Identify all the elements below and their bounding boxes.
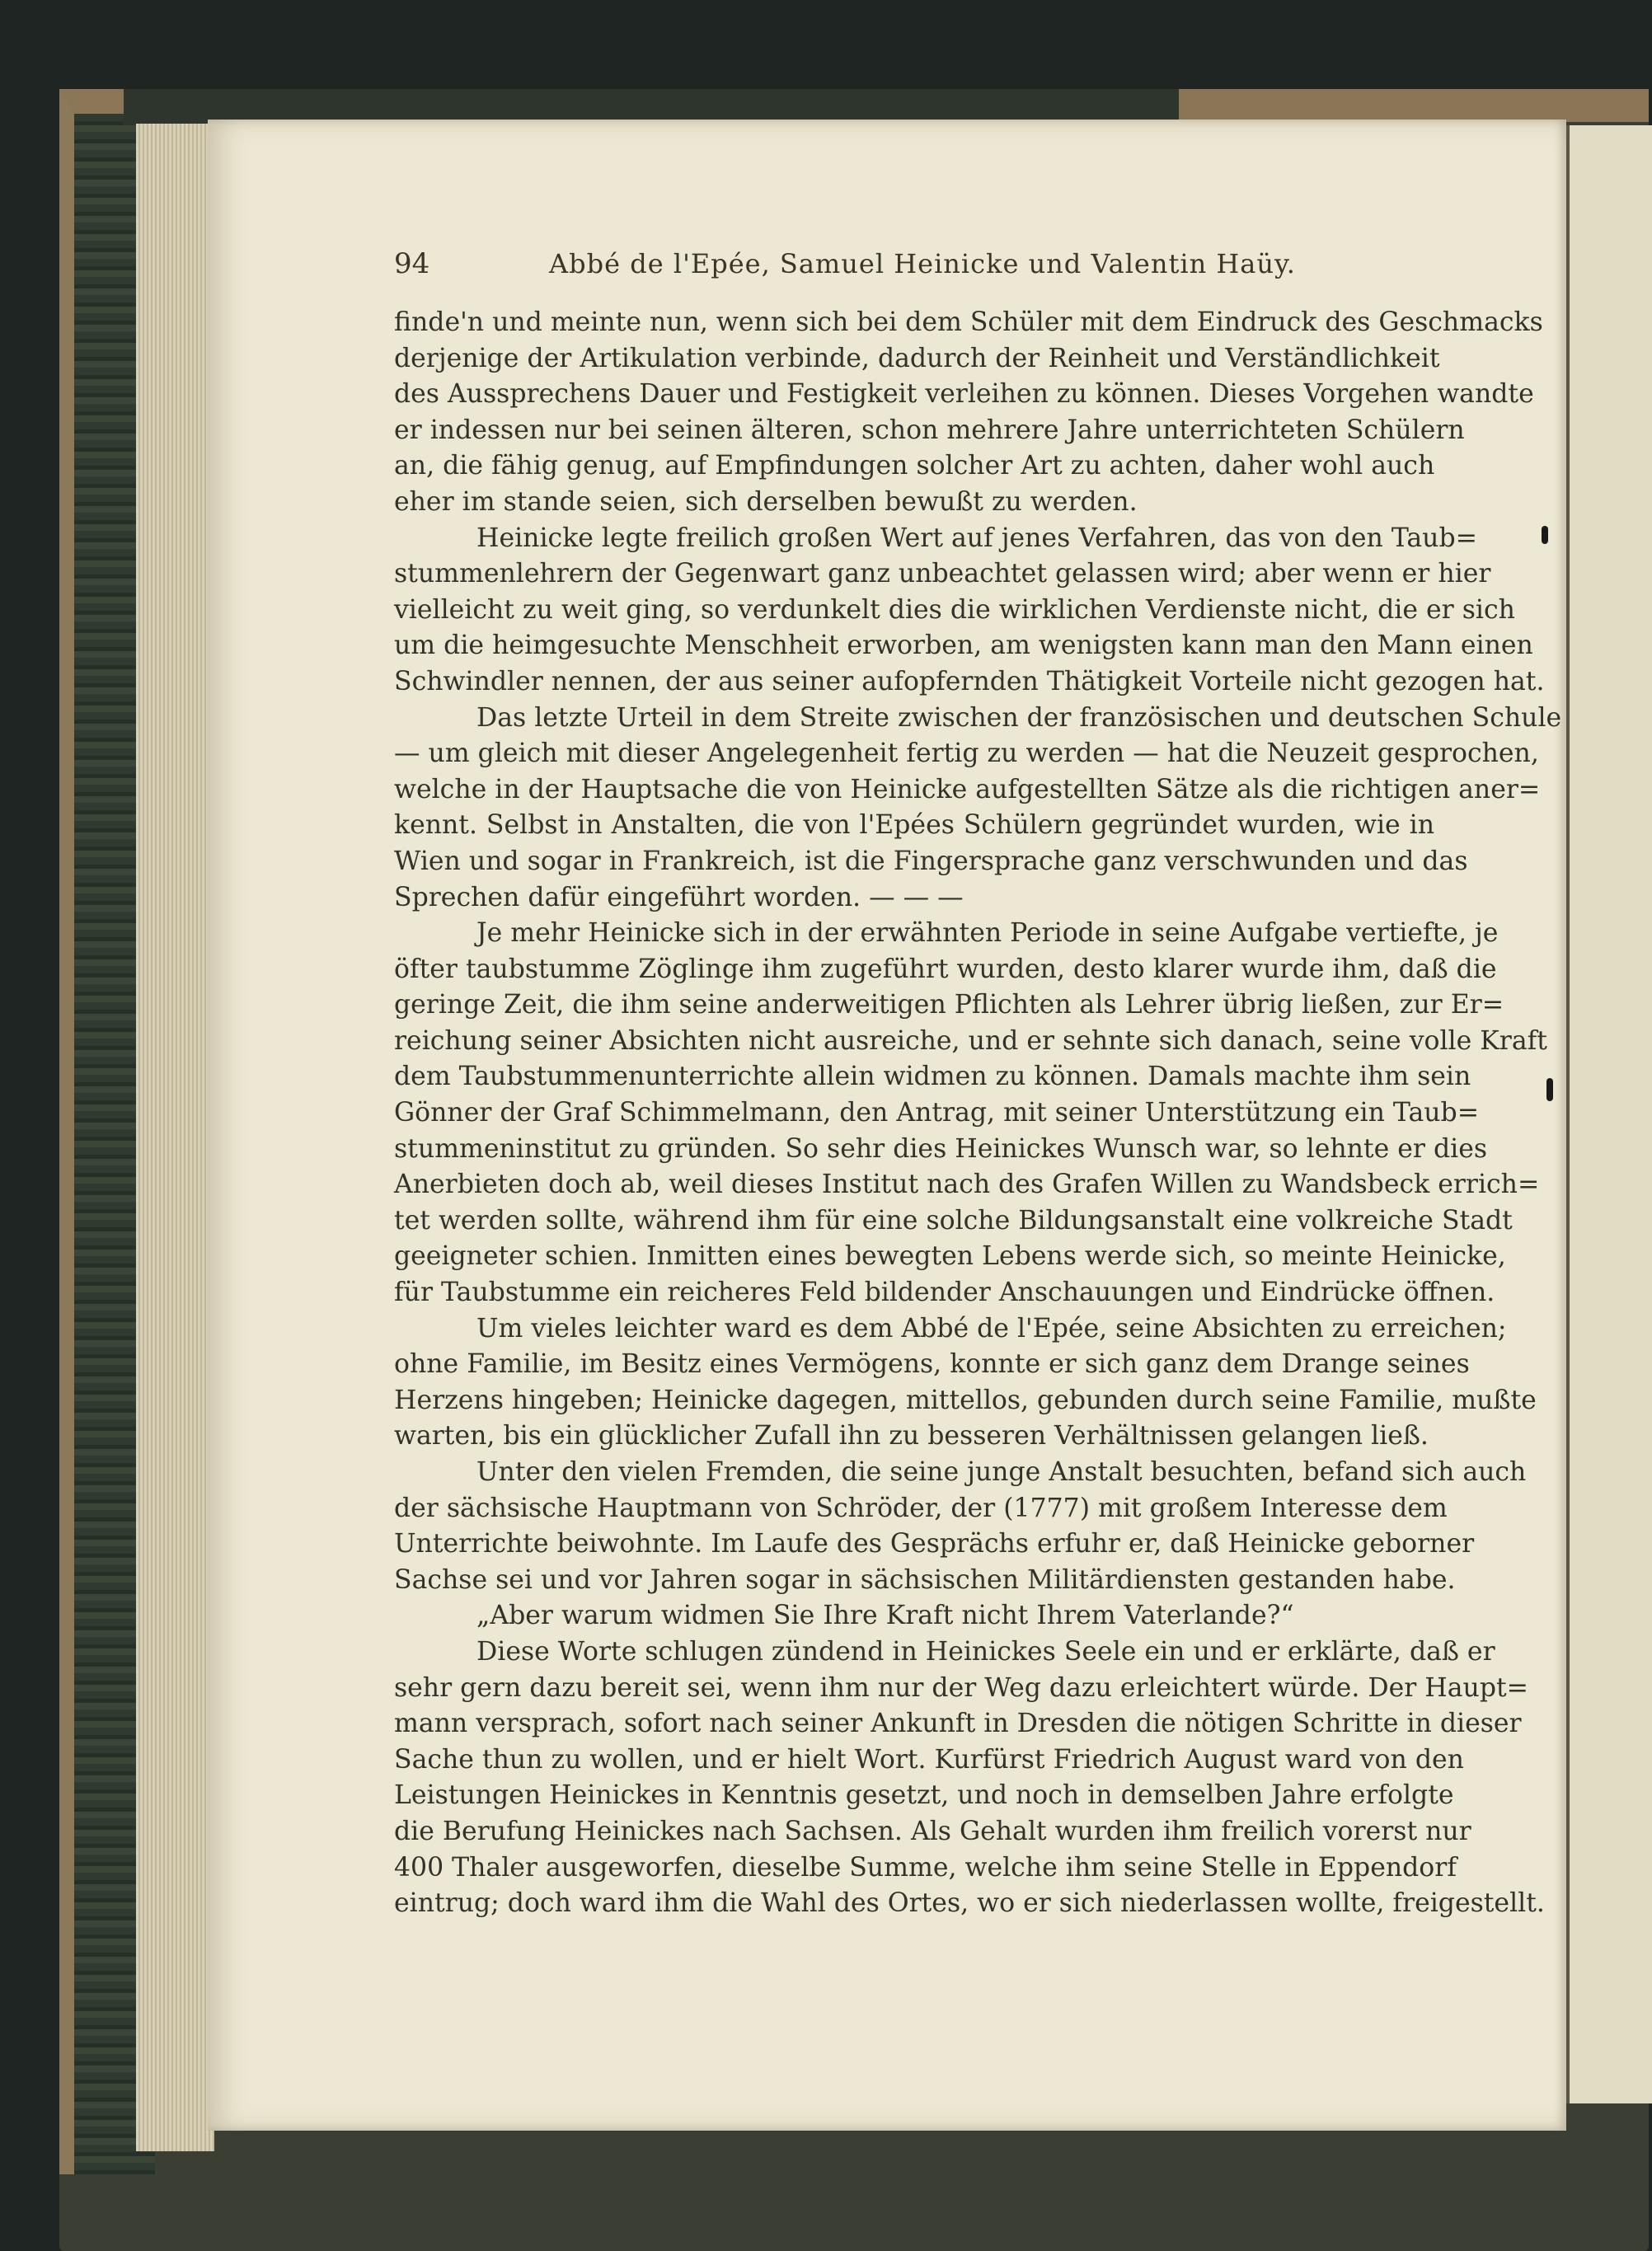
text-line: vielleicht zu weit ging, so verdunkelt dies die wirklichen Verdienste nicht, die er sich [394,594,1515,625]
text-line: an, die fähig genug, auf Empfindungen solcher Art zu achten, daher wohl auch [394,451,1435,481]
text-line: um die heimgesuchte Menschheit erworben, am wenigsten kann man den Mann einen [394,631,1533,661]
page-header [394,247,1434,288]
page-stack-edges [136,124,214,2151]
text-line: welche in der Hauptsache die von Heinicke aufgestellten Sätze als die richtigen aner= [394,774,1541,804]
text-line: Sache thun zu wollen, und er hielt Wort. Kurfürst Friedrich August ward von den [394,1744,1464,1775]
text-line: stummenlehrern der Gegenwart ganz unbeachtet gelassen wird; aber wenn er hier [394,559,1491,589]
text-line: Wien und sogar in Frankreich, ist die Fingersprache ganz verschwunden und das [394,846,1468,876]
text-line: Leistungen Heinickes in Kenntnis gesetzt, und noch in demselben Jahre erfolgte [394,1780,1454,1811]
text-line: Das letzte Urteil in dem Streite zwischen der französischen und deutschen Schule [476,702,1562,733]
text-line: reichung seiner Absichten nicht ausreiche, und er sehnte sich danach, seine volle Kraft [394,1025,1547,1056]
text-line: geeigneter schien. Inmitten eines bewegten Lebens werde sich, so meinte Heinicke, [394,1241,1506,1272]
text-line: für Taubstumme ein reicheres Feld bildender Anschauungen und Eindrücke öffnen. [394,1278,1495,1308]
cover-top-worn-edge [1179,89,1649,122]
text-line: des Aussprechens Dauer und Festigkeit verleihen zu können. Dieses Vorgehen wandte [394,379,1534,410]
page-number: 94 [394,247,430,280]
text-line: Heinicke legte freilich großen Wert auf jenes Verfahren, das von den Taub= [476,523,1478,553]
text-line: warten, bis ein glücklicher Zufall ihn zu besseren Verhältnissen gelangen ließ. [394,1421,1429,1451]
text-line: Je mehr Heinicke sich in der erwähnten Periode in seine Aufgabe vertiefte, je [476,918,1499,949]
text-line: kennt. Selbst in Anstalten, die von l'Epées Schülern gegründet wurden, wie in [394,810,1434,841]
text-line: geringe Zeit, die ihm seine anderweitigen Pflichten als Lehrer übrig ließen, zur Er= [394,990,1504,1020]
text-line: Sachse sei und vor Jahren sogar in sächsischen Militärdiensten gestanden habe. [394,1564,1456,1595]
text-line: mann versprach, sofort nach seiner Ankunft in Dresden die nötigen Schritte in dieser [394,1709,1522,1739]
text-line: — um gleich mit dieser Angelegenheit fertig zu werden — hat die Neuzeit gesprochen, [394,739,1539,769]
text-line: dem Taubstummenunterrichte allein widmen zu können. Damals machte ihm sein [394,1062,1471,1092]
text-line: öfter taubstumme Zöglinge ihm zugeführt wurden, desto klarer wurde ihm, daß die [394,954,1497,984]
text-line: finde'n und meinte nun, wenn sich bei dem Schüler mit dem Eindruck des Geschmacks [394,307,1543,337]
text-line: 400 Thaler ausgeworfen, dieselbe Summe, welche ihm seine Stelle in Eppendorf [394,1852,1457,1883]
text-line: er indessen nur bei seinen älteren, schon mehrere Jahre unterrichteten Schülern [394,415,1465,445]
text-line: Unter den vielen Fremden, die seine junge Anstalt besuchten, befand sich auch [476,1457,1527,1487]
text-line: ohne Familie, im Besitz eines Vermögens, konnte er sich ganz dem Drange seines [394,1349,1470,1380]
text-line: Anerbieten doch ab, weil dieses Institut nach des Grafen Willen zu Wandsbeck errich= [394,1170,1540,1200]
text-line: die Berufung Heinickes nach Sachsen. Als Gehalt wurden ihm freilich vorerst nur [394,1816,1471,1846]
text-line: Herzens hingeben; Heinicke dagegen, mittellos, gebunden durch seine Familie, mußte [394,1385,1537,1415]
text-line: „Aber warum widmen Sie Ihre Kraft nicht Ihrem Vaterlande?“ [476,1601,1294,1631]
text-line: sehr gern dazu bereit sei, wenn ihm nur der Weg dazu erleichtert würde. Der Haupt= [394,1672,1529,1703]
text-line: Diese Worte schlugen zündend in Heinickes Seele ein und er erklärte, daß er [476,1636,1495,1667]
text-line: Unterrichte beiwohnte. Im Laufe des Gesprächs erfuhr er, daß Heinicke geborner [394,1529,1475,1559]
text-line: tet werden sollte, während ihm für eine solche Bildungsanstalt eine volkreiche Stadt [394,1205,1513,1236]
text-line: eher im stande seien, sich derselben bewußt zu werden. [394,486,1138,517]
text-line: Um vieles leichter ward es dem Abbé de l'Epée, seine Absichten zu erreichen; [476,1313,1507,1344]
page-tab-mark [1546,1078,1553,1101]
running-head: Abbé de l'Epée, Samuel Heinicke und Valentin Haüy. [549,248,1296,279]
text-line: Schwindler nennen, der aus seiner aufopfernden Thätigkeit Vorteile nicht gezogen hat. [394,666,1545,696]
text-line: Sprechen dafür eingeführt worden. — — — [394,882,964,912]
text-line: Gönner der Graf Schimmelmann, den Antrag, mit seiner Unterstützung ein Taub= [394,1098,1480,1128]
text-line: stummeninstitut zu gründen. So sehr dies Heinickes Wunsch war, so lehnte er dies [394,1133,1487,1164]
text-line: eintrug; doch ward ihm die Wahl des Ortes, wo er sich niederlassen wollte, freigestellt. [394,1888,1545,1919]
text-line: der sächsische Hauptmann von Schröder, der (1777) mit großem Interesse dem [394,1493,1448,1523]
text-line: derjenige der Artikulation verbinde, dadurch der Reinheit und Verständlichkeit [394,343,1440,373]
page-tab-mark [1542,526,1548,544]
facing-page-edge [1566,125,1652,2103]
body-text [394,305,1562,1922]
